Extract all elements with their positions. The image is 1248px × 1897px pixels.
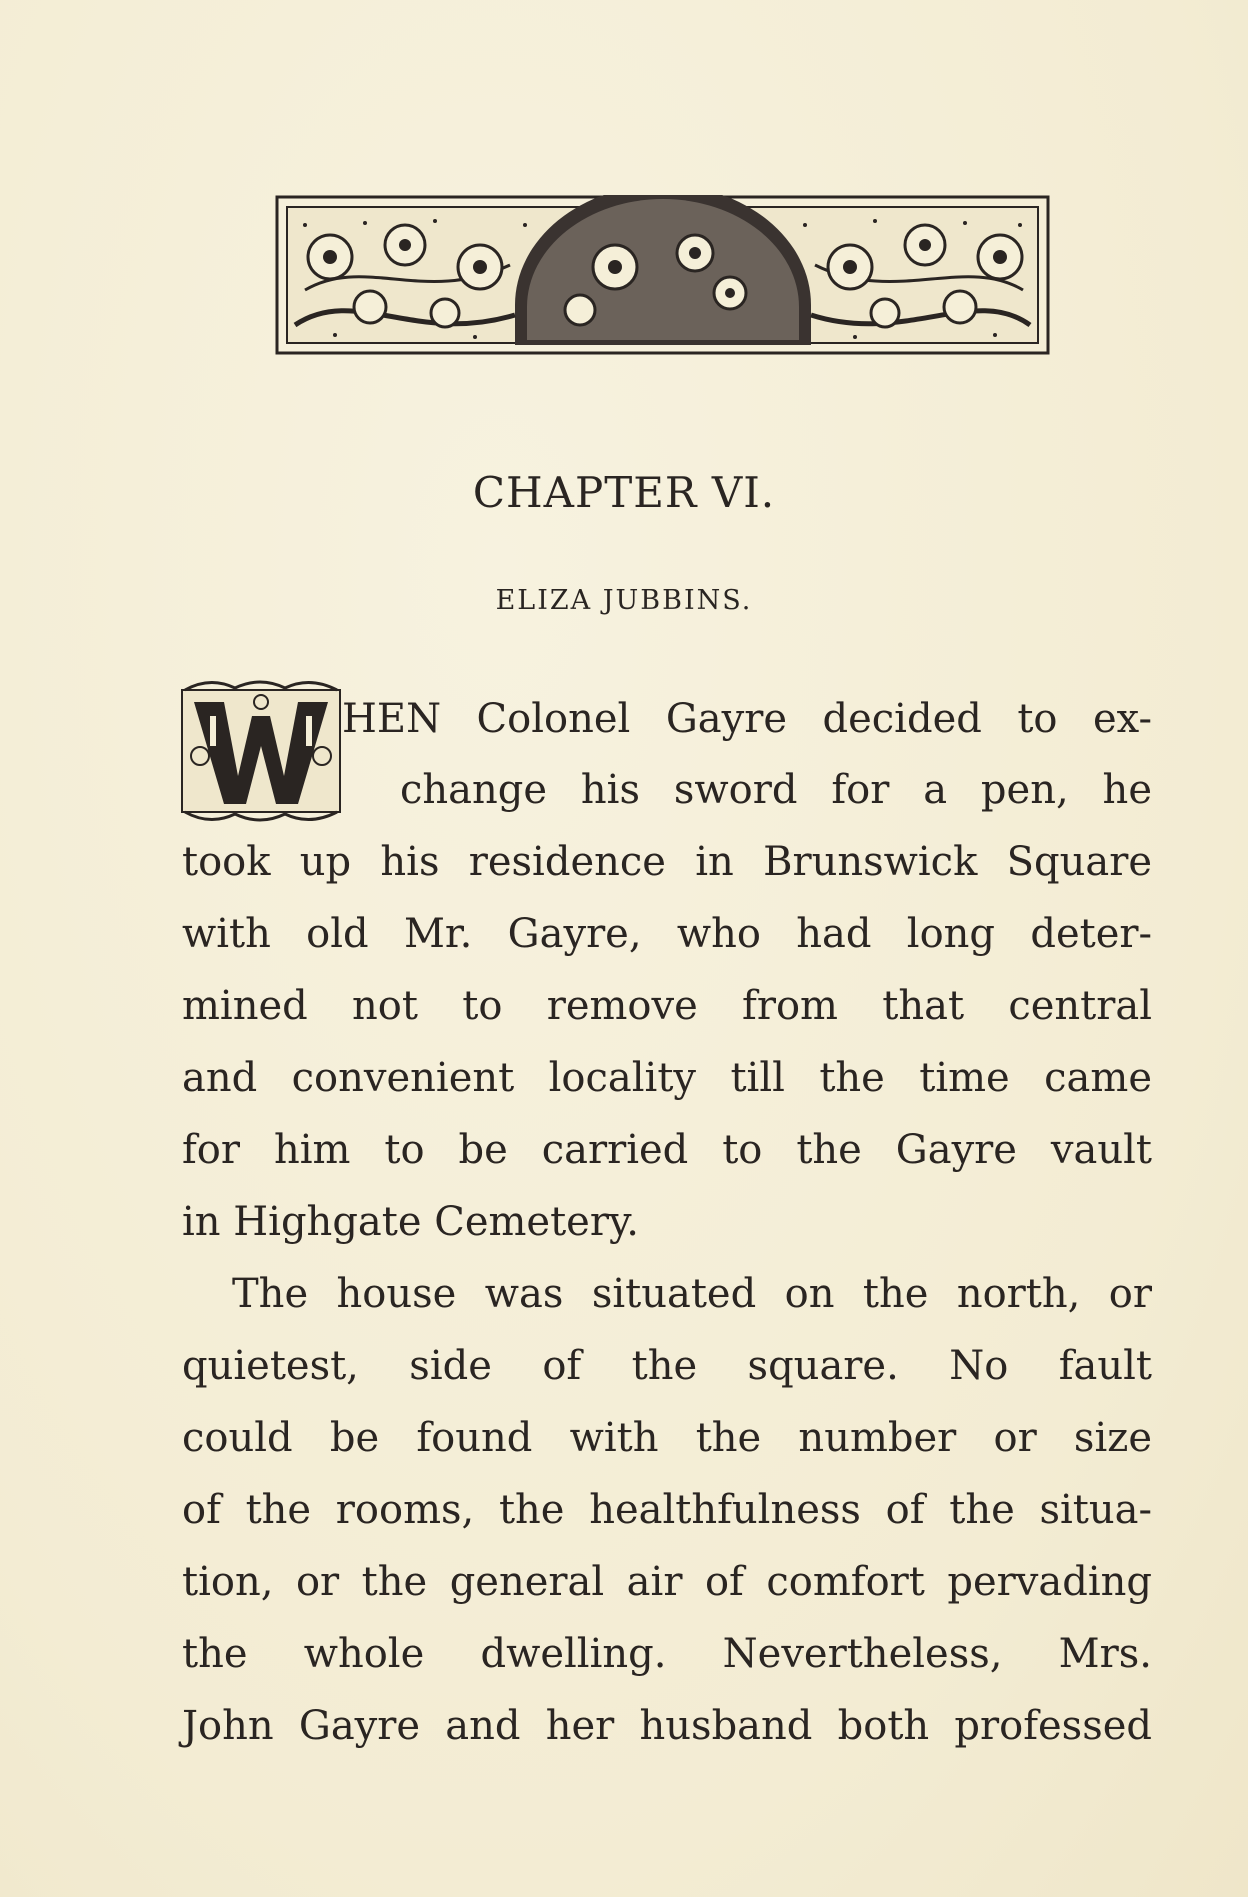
text-line: mined not to remove from that central [182,983,1152,1029]
text-line: of the rooms, the healthfulness of the situa- [182,1487,1152,1533]
text-line: John Gayre and her husband both professed [182,1703,1152,1749]
text-line: in Highgate Cemetery. [182,1199,639,1245]
text-line: tion, or the general air of comfort pervading [182,1559,1152,1605]
text-line: The house was situated on the north, or [232,1271,1152,1317]
text-line: and convenient locality till the time came [182,1055,1152,1101]
floral-headpiece-icon [275,195,1050,355]
drop-cap-w-icon [180,676,342,826]
text-line: could be found with the number or size [182,1415,1152,1461]
text-line: quietest, side of the square. No fault [182,1343,1152,1389]
chapter-subtitle: ELIZA JUBBINS. [495,585,753,616]
text-line: for him to be carried to the Gayre vault [182,1127,1152,1173]
chapter-title: CHAPTER VI. [472,468,776,517]
text-line: took up his residence in Brunswick Square [182,839,1152,885]
text-line: change his sword for a pen, he [400,767,1152,813]
text-line: HEN Colonel Gayre decided to ex- [342,696,1152,742]
text-line: with old Mr. Gayre, who had long deter- [182,911,1152,957]
text-line: the whole dwelling. Nevertheless, Mrs. [182,1631,1152,1677]
